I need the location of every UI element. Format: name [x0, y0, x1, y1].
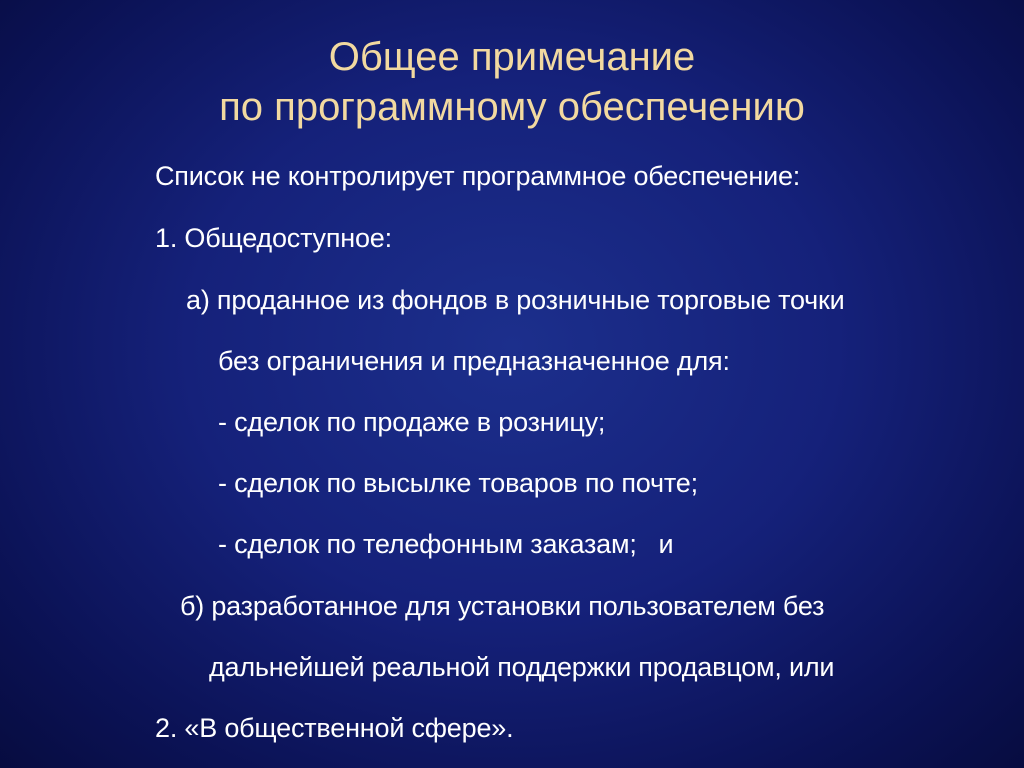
bullet-retail: - сделок по продаже в розницу;: [218, 407, 606, 437]
title-line-1: Общее примечание: [328, 35, 696, 79]
item-1a-line-1: а) проданное из фондов в розничные торговые точки: [186, 285, 845, 315]
item-1: 1. Общедоступное:: [155, 223, 392, 253]
bullet-phone-order: - сделок по телефонным заказам; и: [218, 529, 674, 559]
bullet-mail-order: - сделок по высылке товаров по почте;: [218, 468, 698, 498]
item-1b-line-2: дальнейшей реальной поддержки продавцом, или: [209, 652, 835, 682]
item-2: 2. «В общественной сфере».: [155, 713, 514, 743]
intro-text: Список не контролирует программное обеспечение:: [155, 161, 801, 191]
item-1b-line-1: б) разработанное для установки пользователем без: [180, 591, 825, 621]
title-line-2: по программному обеспечению: [219, 85, 805, 129]
item-1a-line-2: без ограничения и предназначенное для:: [218, 346, 730, 376]
slide-title: [0, 32, 1024, 132]
